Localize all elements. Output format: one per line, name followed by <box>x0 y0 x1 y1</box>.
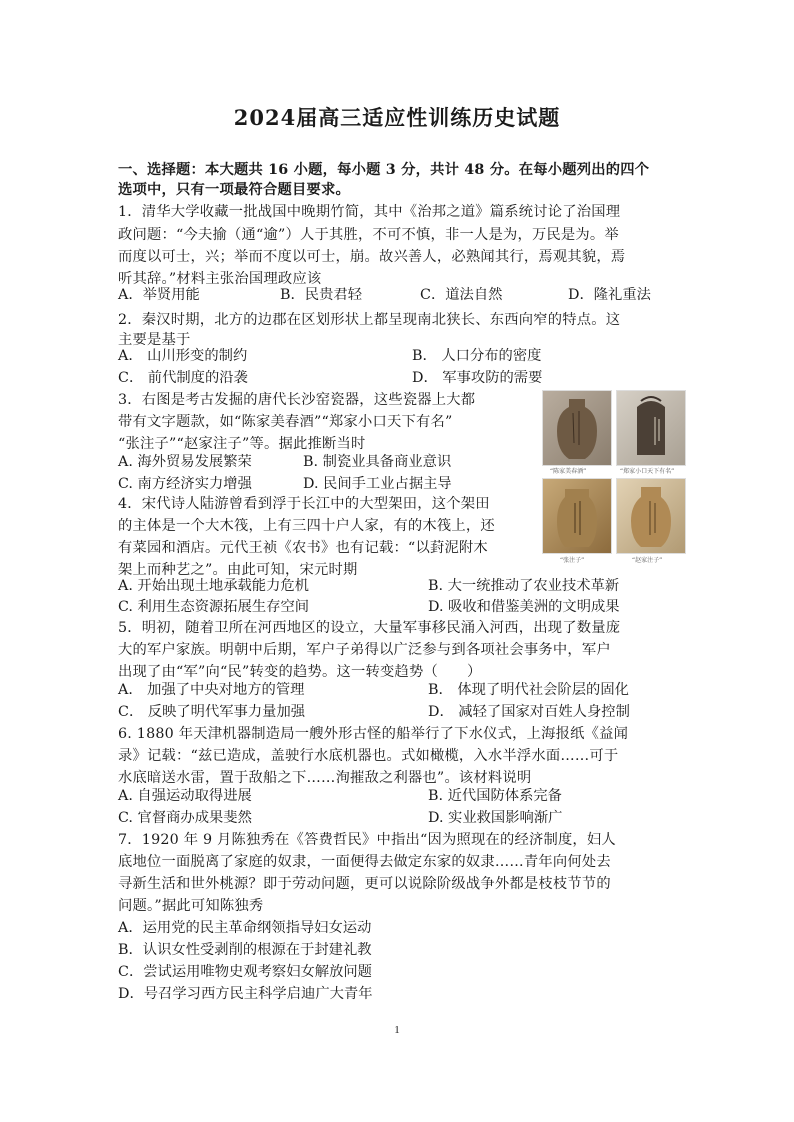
q1-option-a: A．举贤用能 <box>118 287 200 303</box>
q7-stem-line: 底地位一面脱离了家庭的奴隶，一面便得去做定东家的奴隶……青年向何处去 <box>118 854 611 870</box>
q5-stem-line: 5．明初，随着卫所在河西地区的设立，大量军事移民涌入河西，出现了数量庞 <box>118 620 621 636</box>
q1-option-c: C．道法自然 <box>420 287 503 303</box>
ceramic-photo-3 <box>542 478 612 554</box>
q3-option-b: B. 制瓷业具备商业意识 <box>303 454 452 470</box>
q4-stem-line: 有菜园和酒店。元代王祯《农书》也有记载：“以葑泥附木 <box>118 540 488 556</box>
q2-option-c: C． 前代制度的沿袭 <box>118 370 248 386</box>
q4-option-b: B. 大一统推动了农业技术革新 <box>428 578 620 594</box>
q5-option-b: B． 体现了明代社会阶层的固化 <box>428 682 629 698</box>
q7-option-d: D．号召学习西方民主科学启迪广大青年 <box>118 986 373 1002</box>
q4-option-c: C. 利用生态资源拓展生存空间 <box>118 599 310 615</box>
q5-option-a: A． 加强了中央对地方的管理 <box>118 682 305 698</box>
section-heading-line-2: 选项中，只有一项最符合题目要求。 <box>118 182 350 198</box>
caption-4: “赵家注子” <box>632 557 663 564</box>
q4-option-a: A. 开始出现土地承载能力危机 <box>118 578 309 594</box>
jar-illustration <box>543 391 611 465</box>
q6-option-a: A. 自强运动取得进展 <box>118 788 252 804</box>
q2-stem-line: 主要是基于 <box>118 332 191 348</box>
q6-stem-line: 水底暗送水雷，置于敌船之下……洵摧敌之利器也”。该材料说明 <box>118 770 532 786</box>
q6-option-b: B. 近代国防体系完备 <box>428 788 562 804</box>
caption-3: “张注子” <box>560 557 585 564</box>
q2-option-b: B． 人口分布的密度 <box>412 348 542 364</box>
q6-stem-line: 录》记载：“兹已造成，盖驶行水底机器也。式如橄榄，入水半浮水面……可于 <box>118 748 619 764</box>
q3-stem-line: “张注子”“赵家注子”等。据此推断当时 <box>118 436 366 452</box>
q3-option-c: C. 南方经济实力增强 <box>118 476 252 492</box>
q1-option-b: B．民贵君轻 <box>280 287 362 303</box>
q5-stem-line: 大的军户家族。明朝中后期，军户子弟得以广泛参与到各项社会事务中，军户 <box>118 642 611 658</box>
q6-option-c: C. 官督商办成果斐然 <box>118 810 252 826</box>
q4-option-d: D. 吸收和借鉴美洲的文明成果 <box>428 599 620 615</box>
q5-option-c: C． 反映了明代军事力量加强 <box>118 704 306 720</box>
q7-stem-line: 7．1920 年 9 月陈独秀在《答费哲民》中指出“因为照现在的经济制度，妇人 <box>118 832 616 848</box>
ceramics-figure <box>540 388 686 568</box>
q3-option-a: A. 海外贸易发展繁荣 <box>118 454 252 470</box>
q3-stem-line: 3．右图是考古发掘的唐代长沙窑瓷器，这些瓷器上大都 <box>118 392 476 408</box>
ceramic-photo-4 <box>616 478 686 554</box>
q7-option-c: C．尝试运用唯物史观考察妇女解放问题 <box>118 964 372 980</box>
q6-option-d: D. 实业救国影响渐广 <box>428 810 563 826</box>
q5-option-d: D． 减轻了国家对百姓人身控制 <box>428 704 630 720</box>
q3-option-d: D. 民间手工业占据主导 <box>303 476 452 492</box>
q2-stem-line: 2．秦汉时期，北方的边郡在区划形状上都呈现南北狭长、东西向窄的特点。这 <box>118 312 621 328</box>
q7-option-a: A．运用党的民主革命纲领指导妇女运动 <box>118 920 372 936</box>
q3-stem-line: 带有文字题款，如“陈家美春酒”“郑家小口天下有名” <box>118 414 453 430</box>
q1-stem-line: 而度以可士，兴；举而不度以可士，崩。故兴善人，必熟闻其行，焉观其貌，焉 <box>118 249 626 265</box>
ceramic-photo-1 <box>542 390 612 466</box>
q2-option-a: A． 山川形变的制约 <box>118 348 248 364</box>
q7-option-b: B．认识女性受剥削的根源在于封建礼教 <box>118 942 372 958</box>
caption-1: “陈家美春酒” <box>550 468 587 475</box>
flask-illustration <box>617 391 685 465</box>
q2-option-d: D． 军事攻防的需要 <box>412 370 543 386</box>
q1-stem-line: 1．清华大学收藏一批战国中晚期竹简，其中《治邦之道》篇系统讨论了治国理 <box>118 204 621 220</box>
q7-stem-line: 问题。”据此可知陈独秀 <box>118 898 264 914</box>
teapot-illustration <box>617 479 685 553</box>
q6-stem-line: 6. 1880 年天津机器制造局一艘外形古怪的船举行了下水仪式，上海报纸《益闻 <box>118 726 629 742</box>
q4-stem-line: 架上而种艺之”。由此可知，宋元时期 <box>118 562 358 578</box>
ceramic-photo-2 <box>616 390 686 466</box>
q4-stem-line: 4．宋代诗人陆游曾看到浮于长江中的大型架田，这个架田 <box>118 496 490 512</box>
q5-stem-line: 出现了由“军”向“民”转变的趋势。这一转变趋势（ ） <box>118 664 482 680</box>
page-title: 2024届高三适应性训练历史试题 <box>233 105 561 130</box>
q7-stem-line: 寻新生活和世外桃源？即于劳动问题，更可以说除阶级战争外都是枝枝节节的 <box>118 876 611 892</box>
q4-stem-line: 的主体是一个大木筏，上有三四十户人家，有的木筏上，还 <box>118 518 495 534</box>
q1-stem-line: 听其辞。”材料主张治国理政应该 <box>118 271 322 287</box>
q1-stem-line: 政问题：“今夫揄（通“逾”）人于其胜，不可不慎，非一人是为，万民是为。举 <box>118 227 619 243</box>
section-heading-line-1: 一、选择题：本大题共 16 小题，每小题 3 分，共计 48 分。在每小题列出的四个 <box>118 162 650 178</box>
ewer-illustration <box>543 479 611 553</box>
caption-2: “郑家小口天下有名” <box>620 468 675 475</box>
q1-option-d: D．隆礼重法 <box>568 287 651 303</box>
page-number: 1 <box>394 1024 400 1036</box>
